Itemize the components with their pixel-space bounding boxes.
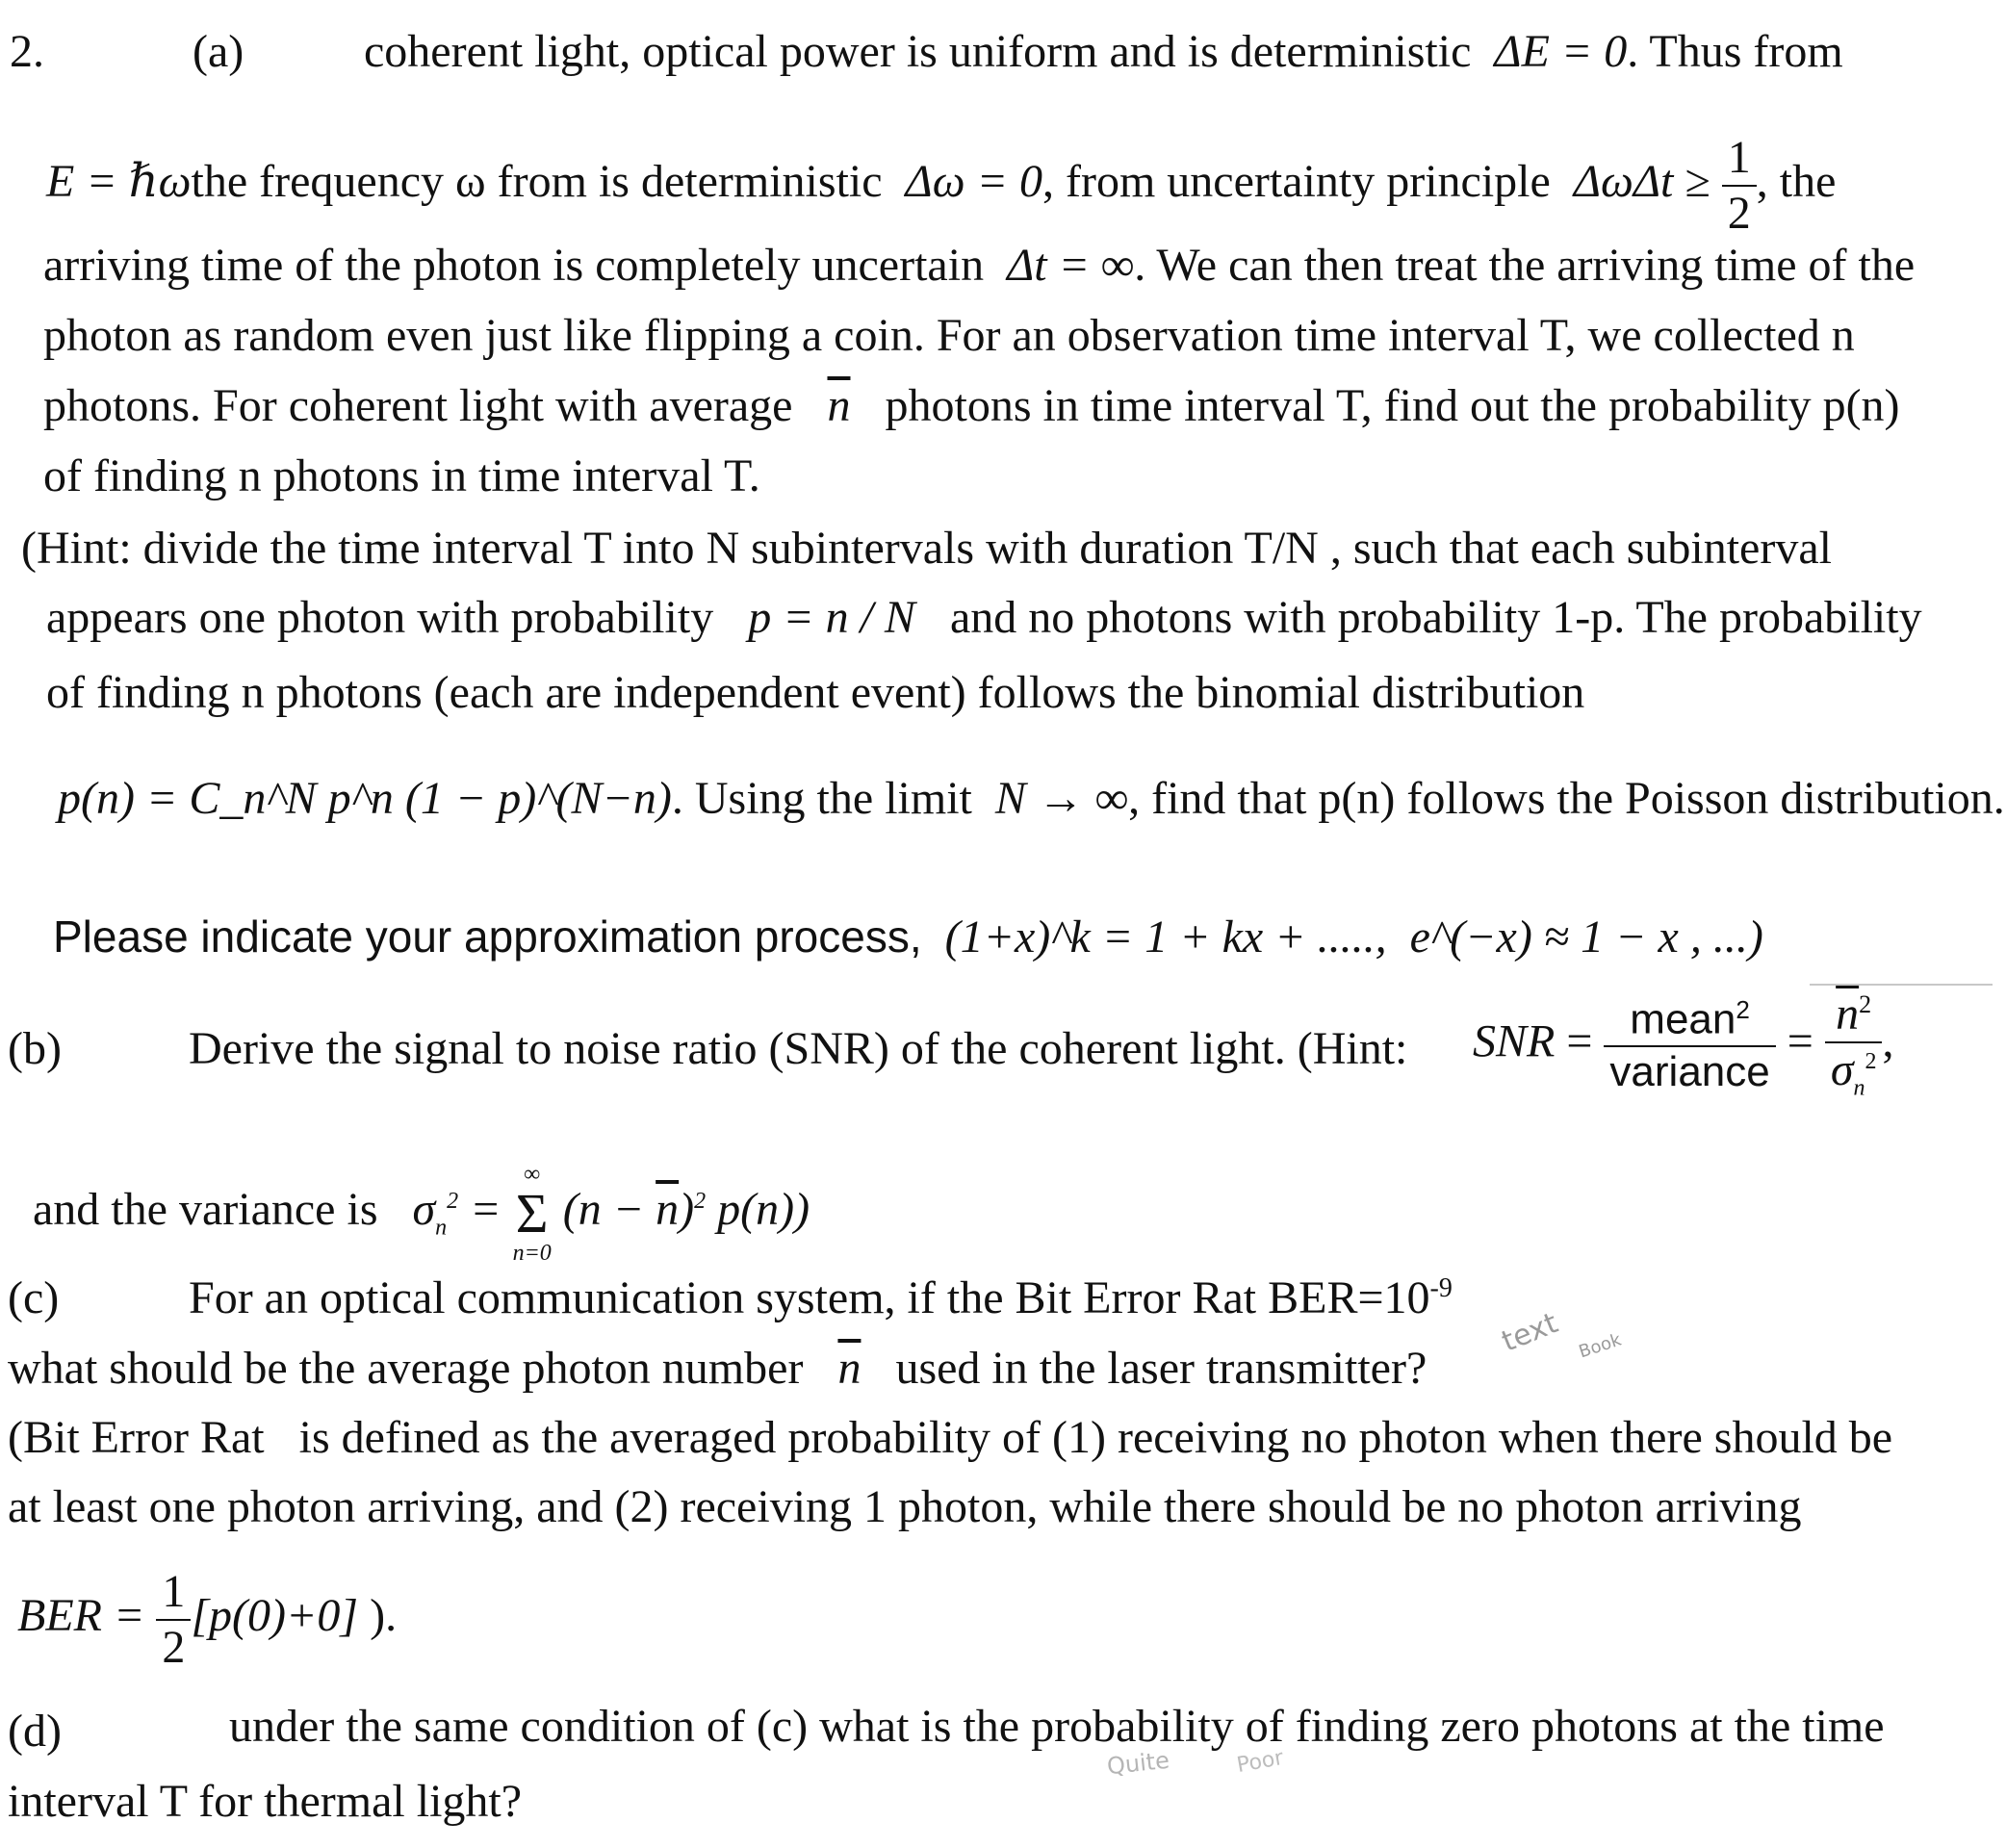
eq-delta-e: ΔE = 0 <box>1494 26 1628 77</box>
hint-line-2a: appears one photon with probability <box>46 592 714 643</box>
part-a-line-2a: the frequency ω from is deterministic <box>191 156 883 208</box>
eq-variance-lhs: $\sigma_n^2$ = <box>412 1184 502 1241</box>
snr-fraction-symbols <box>1825 988 1883 1101</box>
fraction-denominator: 2 <box>1722 185 1757 237</box>
part-c-text-1: For an optical communication system, if the Bit Error Rat BER=10 <box>189 1272 1430 1323</box>
part-c-text-4: at least one photon arriving, and (2) receiving 1 photon, while there should be no photon arriving <box>8 1481 1802 1532</box>
part-a-line-1 <box>364 26 1843 77</box>
part-c-label-text: (c) <box>8 1272 60 1323</box>
part-d-line-2 <box>8 1776 523 1827</box>
part-c-line-4 <box>8 1481 1802 1532</box>
problem-number <box>10 26 44 77</box>
hint-line-1-text: (Hint: divide the time interval T into N subintervals with duration T/N , such that each subinterval <box>21 523 1832 574</box>
eq-limit: N → ∞ <box>994 773 1129 824</box>
handwritten-note-1: text <box>1497 1306 1563 1359</box>
hint-line-3-text: of finding n photons (each are independent event) follows the binomial distribution <box>46 667 1585 718</box>
eq-probability-p: p = n / N <box>748 592 915 643</box>
eq-binomial-expansion: (1+x)^k = 1 + kx + ....., <box>944 911 1387 962</box>
sigma-subscript: n <box>1853 1075 1865 1101</box>
part-a-line-3 <box>43 240 1916 291</box>
ber-expression: [p(0)+0] <box>191 1590 359 1642</box>
part-c-line-1 <box>189 1272 1453 1323</box>
approximation-line <box>53 911 1763 962</box>
snr-fraction-words <box>1604 995 1775 1096</box>
handwritten-note-2: Book <box>1576 1329 1624 1363</box>
handwritten-note-quite <box>1105 1746 1171 1781</box>
part-a-line-5 <box>43 380 1900 431</box>
part-a-line-4-text: photon as random even just like flipping a coin. For an observation time interval T, we collected n <box>43 310 1855 361</box>
ber-exponent: -9 <box>1429 1273 1453 1303</box>
snr-trailing-comma: , <box>1882 1015 1894 1067</box>
thus-from-text: . Thus from <box>1627 26 1843 77</box>
part-a-line-5b: photons in time interval T, find out the probability p(n) <box>885 380 1900 431</box>
hint-line-1 <box>21 523 1832 574</box>
hint-line-2 <box>46 592 1922 643</box>
ber-label: BER = <box>17 1590 145 1642</box>
part-d-text-2: interval T for thermal light? <box>8 1776 523 1827</box>
eq-binomial: p(n) = C_n^N p^n (1 − p)^(N−n) <box>58 773 672 824</box>
eq-delta-t: Δt = ∞ <box>1007 240 1135 291</box>
snr-symbol: SNR <box>1473 1015 1556 1067</box>
part-d-line-1 <box>229 1701 1885 1752</box>
part-b-line-1 <box>189 1023 1408 1074</box>
part-a-label <box>193 26 244 77</box>
part-b-label-text: (b) <box>8 1023 62 1074</box>
hint-line-2b: and no photons with probability 1-p. The probability <box>949 592 1922 643</box>
eq-energy: E = ℏω <box>46 156 192 208</box>
part-b-text: Derive the signal to noise ratio (SNR) of the coherent light. (Hint: <box>189 1023 1408 1074</box>
ber-fraction <box>156 1566 191 1673</box>
ber-formula <box>17 1566 398 1673</box>
ber-fraction-den: 2 <box>156 1619 191 1671</box>
fraction-numerator: 1 <box>1727 132 1751 183</box>
fraction-one-half <box>1722 132 1757 239</box>
handwritten-note-book <box>1576 1329 1624 1363</box>
part-c-label <box>8 1272 60 1323</box>
handwritten-note-4: Poor <box>1235 1745 1286 1779</box>
sigma-symbol: σ <box>1830 1044 1854 1095</box>
eq-variance-rhs: $(n - \overline{n})^2$ p(n)) <box>562 1184 810 1236</box>
n-bar-symbol-c: $\overline{n}$ <box>837 1343 862 1394</box>
mean-squared-exp: 2 <box>1736 995 1750 1025</box>
ber-tail: ). <box>358 1590 398 1642</box>
hint-line-3 <box>46 667 1585 718</box>
summation-upper: ∞ <box>524 1162 541 1187</box>
part-a-line-6-text: of finding n photons in time interval T. <box>43 450 760 501</box>
part-a-line-2b: , from uncertainty principle <box>1042 156 1551 208</box>
ber-fraction-num: 1 <box>162 1566 186 1617</box>
sigma-squared-exp: 2 <box>1865 1049 1877 1074</box>
handwritten-note-poor <box>1235 1745 1286 1779</box>
part-b-label <box>8 1023 62 1074</box>
part-a-line-3b: . We can then treat the arriving time of the <box>1134 240 1916 291</box>
part-d-text-1: under the same condition of (c) what is the probability of finding zero photons at the time <box>229 1701 1885 1752</box>
n-bar-numerator: $\overline{n}$ <box>1836 988 1860 1040</box>
part-a-label-text: (a) <box>193 26 244 77</box>
handwritten-note-3: Quite <box>1105 1746 1171 1781</box>
part-c-text-2b: used in the laser transmitter? <box>895 1343 1427 1394</box>
part-a-line-1-text: coherent light, optical power is uniform and is deterministic <box>364 26 1472 77</box>
eq-exponential-approx: e^(−x) ≈ 1 − x , ...) <box>1409 911 1763 962</box>
faint-rule <box>1810 984 1993 986</box>
part-a-line-2c: , the <box>1756 156 1837 208</box>
hint-line-4a: . Using the limit <box>671 773 972 824</box>
part-c-text-3: (Bit Error Rat is defined as the averaged probability of (1) receiving no photon when there should be <box>8 1412 1893 1463</box>
variance-word: variance <box>1604 1045 1775 1093</box>
part-a-line-2 <box>46 132 1837 239</box>
variance-line <box>33 1163 810 1265</box>
snr-formula: SNR = $\frac{mean^2}{\text{variance}}$ = $\frac{\overline{n}^2}{\sigma_n^2}$ , <box>1473 988 1894 1101</box>
part-a-line-6 <box>43 450 760 501</box>
part-a-line-4 <box>43 310 1855 361</box>
eq-uncertainty: ΔωΔt ≥ <box>1573 156 1710 208</box>
part-d-label-text: (d) <box>8 1706 62 1757</box>
mean-word: mean <box>1630 996 1736 1044</box>
part-d-label <box>8 1708 62 1755</box>
part-a-line-5a: photons. For coherent light with average <box>43 380 793 431</box>
part-c-line-3 <box>8 1412 1893 1463</box>
handwritten-note-text <box>1497 1306 1563 1359</box>
variance-text: and the variance is <box>33 1184 378 1236</box>
part-a-line-3a: arriving time of the photon is completely uncertain <box>43 240 985 291</box>
n-bar-squared-exp: 2 <box>1859 990 1872 1018</box>
problem-number-text: 2. <box>10 26 44 77</box>
approximation-text: Please indicate your approximation process, <box>53 911 922 962</box>
n-bar-symbol: $\overline{n}$ <box>827 380 851 431</box>
summation-sign: ∞ Σ n=0 <box>512 1162 552 1266</box>
hint-line-4b: , find that p(n) follows the Poisson distribution. <box>1128 773 2005 824</box>
summation-lower: n=0 <box>512 1241 552 1266</box>
eq-delta-omega: Δω = 0 <box>905 156 1042 208</box>
part-c-line-2 <box>8 1343 1427 1394</box>
part-c-text-2a: what should be the average photon number <box>8 1343 804 1394</box>
binomial-line <box>58 773 2005 824</box>
